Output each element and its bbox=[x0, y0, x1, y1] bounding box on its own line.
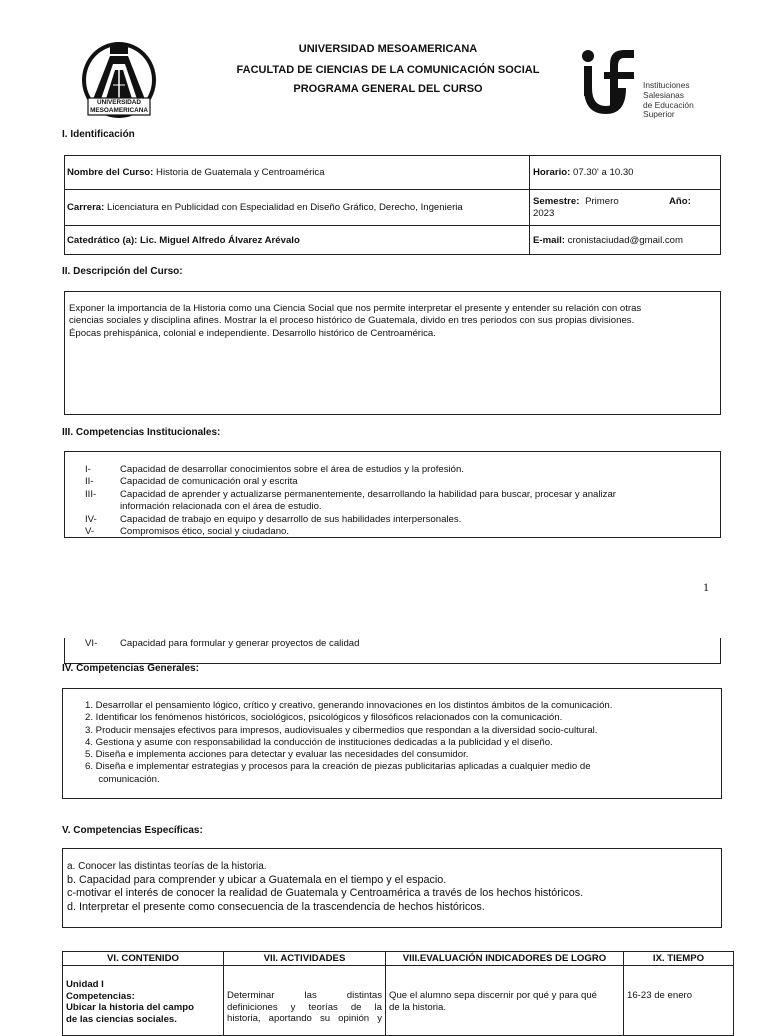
section-institucionales-heading: III. Competencias Institucionales: bbox=[62, 427, 221, 438]
institutional-item-text: Compromisos ético, social y ciudadano. bbox=[120, 526, 290, 537]
institutional-item-num: III- bbox=[85, 489, 97, 500]
program-title: PROGRAMA GENERAL DEL CURSO bbox=[293, 83, 483, 95]
logo-right-line1: Instituciones bbox=[643, 80, 690, 90]
evaluacion-line: de la historia. bbox=[389, 1001, 447, 1013]
email-value: cronistaciudad@gmail.com bbox=[567, 234, 683, 246]
specific-item: d. Interpretar el presente como consecuencia de la trascendencia de hechos históricos. bbox=[67, 900, 485, 913]
university-logo bbox=[80, 40, 158, 120]
teacher-cell bbox=[65, 226, 530, 255]
institutional-continued-box bbox=[64, 638, 721, 664]
institutional-item-num: V- bbox=[85, 526, 95, 537]
specific-competencies-box bbox=[62, 848, 722, 928]
contenido-line: Unidad I bbox=[66, 979, 104, 990]
salesian-logo bbox=[576, 46, 706, 122]
institutional-item-text: Capacidad de comunicación oral y escrita bbox=[120, 476, 298, 487]
teacher-label: Catedrático (a): bbox=[67, 234, 138, 246]
institutional-item-num: IV- bbox=[85, 514, 97, 525]
general-item: comunicación. bbox=[85, 773, 160, 785]
institutional-item-text: información relacionada con el área de estudio. bbox=[120, 501, 322, 512]
content-table bbox=[62, 951, 734, 1036]
tiempo-cell: 16-23 de enero bbox=[624, 966, 734, 1036]
institutional-item-text: Capacidad de aprender y actualizarse permanentemente, desarrollando la habilidad para buscar, procesar y analizar bbox=[120, 489, 616, 500]
evaluacion-cell bbox=[386, 966, 624, 1036]
contenido-line: de las ciencias sociales. bbox=[66, 1013, 177, 1025]
general-item: 3. Producir mensajes efectivos para impresos, audiovisuales y cibermedios que respondan a la diversidad socio-cultural. bbox=[85, 724, 598, 736]
schedule-label: Horario: bbox=[533, 167, 571, 178]
institutional-competencies-box bbox=[64, 451, 721, 538]
course-cell bbox=[65, 156, 530, 190]
schedule-value: 07.30' a 10.30 bbox=[572, 167, 634, 178]
schedule-cell bbox=[530, 156, 721, 190]
section-generales-heading: IV. Competencias Generales: bbox=[62, 663, 199, 674]
actividades-line: historia, aportando su opinión y bbox=[227, 1013, 382, 1024]
semester-label: Semestre: bbox=[533, 195, 580, 207]
contenido-line: Ubicar la historia del campo bbox=[66, 1002, 194, 1013]
identification-table bbox=[64, 155, 721, 255]
year-value: 2023 bbox=[533, 207, 555, 219]
semester-cell bbox=[530, 190, 721, 226]
institutional-item-num: I- bbox=[85, 464, 91, 475]
logo-left-line1: UNIVERSIDAD bbox=[96, 99, 142, 106]
logo-right-line4: Superior bbox=[643, 109, 675, 120]
header-actividades: VII. ACTIVIDADES bbox=[224, 952, 386, 966]
section-descripcion-heading: II. Descripción del Curso: bbox=[62, 266, 183, 277]
institutional-item-num: VI- bbox=[85, 638, 98, 649]
general-item: 4. Gestiona y asume con responsabilidad la conducción de instituciones dedicadas a la publicidad y el diseño. bbox=[85, 736, 553, 748]
section-identificacion-heading: I. Identificación bbox=[62, 129, 135, 140]
evaluacion-line: Que el alumno sepa discernir por qué y para qué bbox=[389, 990, 597, 1001]
general-item: 6. Diseña e implementar estrategias y procesos para la creación de piezas publicitarias aplicadas a cualquier medio de bbox=[85, 761, 591, 773]
career-label: Carrera: bbox=[67, 202, 105, 213]
description-line: Épocas prehispánica, colonial e independiente. Desarrollo histórico de Centroamérica. bbox=[69, 327, 436, 339]
logo-right-line3: de Educación bbox=[643, 99, 694, 110]
career-cell bbox=[65, 190, 530, 226]
general-item: 2. Identificar los fenómenos históricos, sociológicos, psicológicos y filosóficos relacionados con la comunicación. bbox=[85, 712, 563, 724]
header-contenido: VI. CONTENIDO bbox=[63, 952, 224, 966]
email-label: E-mail: bbox=[533, 234, 565, 246]
email-cell bbox=[530, 226, 721, 255]
specific-item: b. Capacidad para comprender y ubicar a Guatemala en el tiempo y el espacio. bbox=[67, 873, 447, 886]
actividades-cell bbox=[224, 966, 386, 1036]
course-label: Nombre del Curso: bbox=[67, 167, 154, 178]
institutional-item-num: II- bbox=[85, 476, 94, 487]
teacher-value: Lic. Miguel Alfredo Álvarez Arévalo bbox=[140, 234, 300, 246]
specific-item: a. Conocer las distintas teorías de la historia. bbox=[67, 861, 267, 872]
description-line: ciencias sociales y disciplina afines. Mostrar la el proceso histórico de Guatemala, divido en tres periodos con sus propias divisiones. bbox=[69, 315, 635, 327]
year-label: Año: bbox=[669, 195, 691, 207]
actividades-line: definiciones y teorías de la bbox=[227, 1001, 382, 1013]
actividades-line: Determinar las distintas bbox=[227, 990, 382, 1001]
specific-item: c-motivar el interés de conocer la realidad de Guatemala y Centroamérica a través de los hechos históricos. bbox=[67, 887, 584, 900]
section-especificas-heading: V. Competencias Específicas: bbox=[62, 825, 203, 836]
career-value: Licenciatura en Publicidad con Especialidad en Diseño Gráfico, Derecho, Ingenieria bbox=[107, 202, 463, 213]
general-competencies-box bbox=[62, 688, 722, 799]
contenido-line: Competencias: bbox=[66, 990, 135, 1002]
institutional-item-text: Capacidad de trabajo en equipo y desarrollo de sus habilidades interpersonales. bbox=[120, 514, 462, 525]
contenido-cell bbox=[63, 966, 224, 1036]
description-box bbox=[64, 291, 721, 415]
course-value: Historia de Guatemala y Centroamérica bbox=[156, 167, 325, 178]
description-line: Exponer la importancia de la Historia como una Ciencia Social que nos permite interpretar el presente y entender su relación con otras bbox=[69, 303, 642, 314]
header-tiempo: IX. TIEMPO bbox=[624, 952, 734, 966]
ies-logo-icon bbox=[576, 46, 638, 118]
general-item: 1. Desarrollar el pensamiento lógico, crítico y creativo, generando innovaciones en los distintos ámbitos de la comunicación. bbox=[85, 700, 613, 711]
page-number: 1 bbox=[703, 580, 709, 594]
university-name: UNIVERSIDAD MESOAMERICANA bbox=[298, 43, 478, 55]
header-evaluacion: VIII.EVALUACIÓN INDICADORES DE LOGRO bbox=[386, 952, 624, 966]
faculty-name: FACULTAD DE CIENCIAS DE LA COMUNICACIÓN SOCIAL bbox=[236, 64, 540, 76]
semester-value: Primero bbox=[585, 195, 619, 207]
logo-right-line2: Salesianas bbox=[643, 89, 684, 100]
general-item: 5. Diseña e implementa acciones para detectar y evaluar las necesidades del consumidor. bbox=[85, 749, 469, 761]
logo-left-line2: MESOAMERICANA bbox=[90, 106, 148, 114]
institutional-item-text: Capacidad de desarrollar conocimientos sobre el área de estudios y la profesión. bbox=[120, 464, 464, 475]
institutional-item-text: Capacidad para formular y generar proyectos de calidad bbox=[120, 638, 360, 649]
